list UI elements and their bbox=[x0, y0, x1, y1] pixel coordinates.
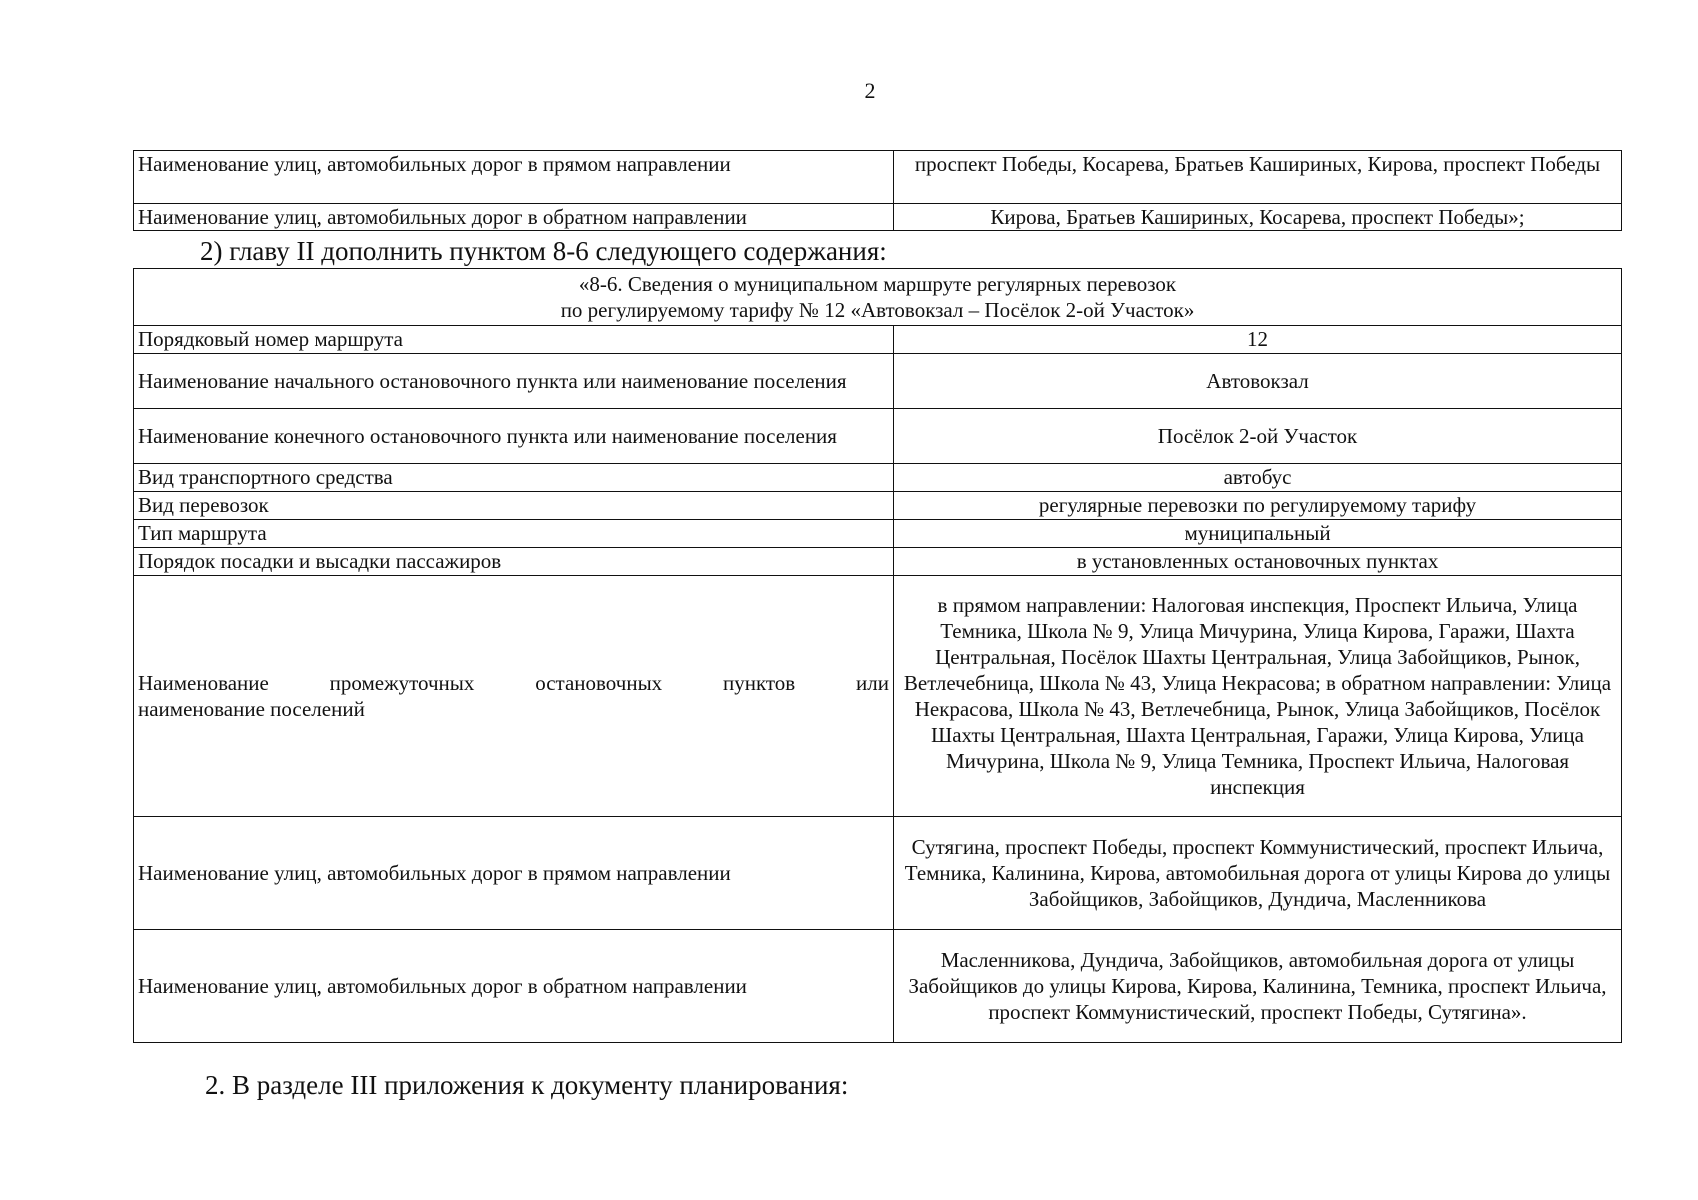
row-label: Порядковый номер маршрута bbox=[134, 326, 894, 354]
page-number: 2 bbox=[864, 78, 876, 103]
section-paragraph: 2. В разделе III приложения к документу планирования: bbox=[205, 1070, 849, 1100]
row-value: автобус bbox=[894, 464, 1622, 492]
table-row bbox=[134, 520, 1622, 548]
row-value: Кирова, Братьев Кашириных, Косарева, проспект Победы»; bbox=[894, 204, 1622, 231]
row-value: Масленникова, Дундича, Забойщиков, автомобильная дорога от улицы Забойщиков до улицы Кирова, Кирова, Калинина, Темника, проспект Ильича, проспект Коммунистический, проспект Победы, Сутягина». bbox=[894, 930, 1622, 1043]
table-row bbox=[134, 548, 1622, 576]
row-label: Наименование конечного остановочного пункта или наименование поселения bbox=[134, 409, 894, 464]
table-heading bbox=[134, 269, 1622, 326]
table-heading-line: по регулируемому тарифу № 12 «Автовокзал – Посёлок 2-ой Участок» bbox=[560, 298, 1195, 322]
row-label: Наименование улиц, автомобильных дорог в прямом направлении bbox=[134, 151, 894, 204]
table-row bbox=[134, 930, 1622, 1043]
row-label: Наименование начального остановочного пункта или наименование поселения bbox=[134, 354, 894, 409]
row-value: Сутягина, проспект Победы, проспект Коммунистический, проспект Ильича, Темника, Калинина, Кирова, автомобильная дорога от улицы Кирова до улицы Забойщиков, Забойщиков, Дундича, Масленникова bbox=[894, 817, 1622, 930]
row-value: Автовокзал bbox=[894, 354, 1622, 409]
row-label: Вид перевозок bbox=[134, 492, 894, 520]
row-value: в установленных остановочных пунктах bbox=[894, 548, 1622, 576]
table-row bbox=[134, 817, 1622, 930]
table-row bbox=[134, 409, 1622, 464]
table-row bbox=[134, 576, 1622, 817]
row-value: Посёлок 2-ой Участок bbox=[894, 409, 1622, 464]
row-label-line: наименование поселений bbox=[138, 697, 365, 721]
row-label-line: Наименование промежуточных остановочных пунктов или bbox=[138, 670, 889, 695]
row-label: Вид транспортного средства bbox=[134, 464, 894, 492]
row-value: в прямом направлении: Налоговая инспекция, Проспект Ильича, Улица Темника, Школа № 9, Улица Мичурина, Улица Кирова, Гаражи, Шахта Центральная, Посёлок Шахты Центральная, Улица Забойщиков, Рынок, Ветлечебница, Школа № 43, Улица Некрасова; в обратном направлении: Улица Некрасова, Школа № 43, Ветлечебница, Рынок, Улица Забойщиков, Посёлок Шахты Центральная, Шахта Центральная, Гаражи, Улица Кирова, Улица Мичурина, Школа № 9, Улица Темника, Проспект Ильича, Налоговая инспекция bbox=[894, 576, 1622, 817]
table-row bbox=[134, 464, 1622, 492]
row-value: регулярные перевозки по регулируемому тарифу bbox=[894, 492, 1622, 520]
row-label: Наименование улиц, автомобильных дорог в прямом направлении bbox=[134, 817, 894, 930]
row-value: муниципальный bbox=[894, 520, 1622, 548]
row-value: 12 bbox=[894, 326, 1622, 354]
table-row bbox=[134, 354, 1622, 409]
table-row bbox=[134, 492, 1622, 520]
route-info-table bbox=[133, 268, 1622, 1043]
table-row bbox=[134, 326, 1622, 354]
table-row bbox=[134, 151, 1622, 204]
table-heading-row bbox=[134, 269, 1622, 326]
row-value: проспект Победы, Косарева, Братьев Кашириных, Кирова, проспект Победы bbox=[894, 151, 1622, 204]
row-label: Порядок посадки и высадки пассажиров bbox=[134, 548, 894, 576]
table-heading-line: «8-6. Сведения о муниципальном маршруте регулярных перевозок bbox=[578, 271, 1177, 296]
route-streets-table bbox=[133, 150, 1622, 231]
row-label bbox=[134, 576, 894, 817]
row-label: Наименование улиц, автомобильных дорог в обратном направлении bbox=[134, 204, 894, 231]
row-label: Тип маршрута bbox=[134, 520, 894, 548]
amendment-paragraph: 2) главу II дополнить пунктом 8-6 следующего содержания: bbox=[200, 236, 887, 266]
table-row bbox=[134, 204, 1622, 231]
row-label: Наименование улиц, автомобильных дорог в обратном направлении bbox=[134, 930, 894, 1043]
